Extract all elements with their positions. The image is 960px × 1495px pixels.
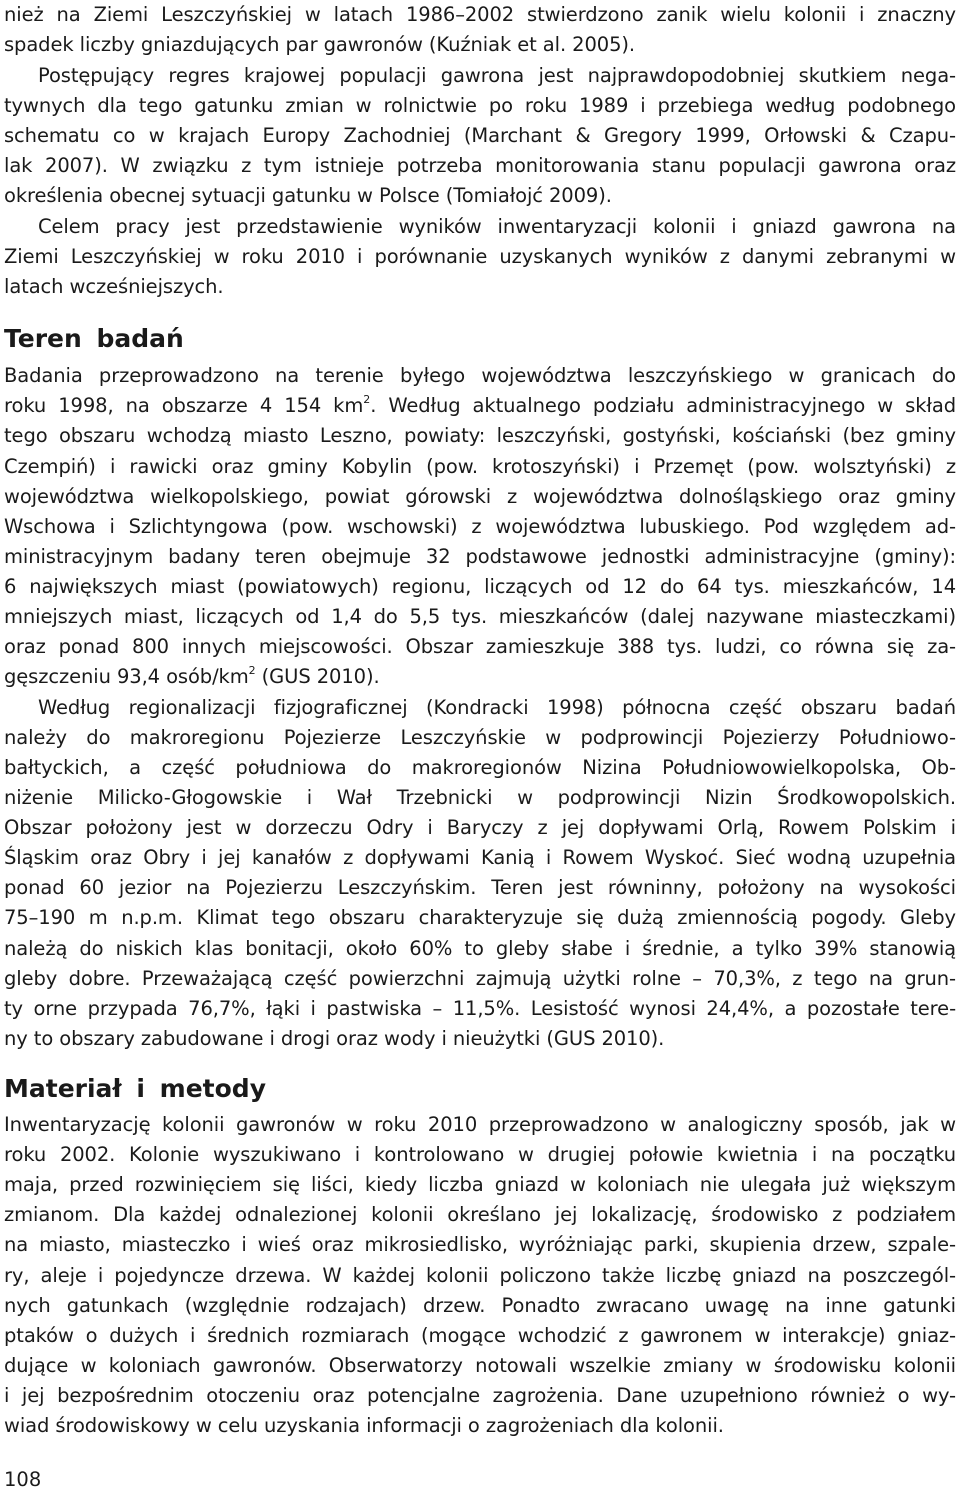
text-line: wiad środowiskowy w celu uzyskania informacji o zagrożeniach dla kolonii. [4, 1414, 724, 1437]
text-line: Celem pracy jest przedstawienie wyników inwentaryzacji kolonii i gniazd gawrona na [38, 215, 956, 238]
section-heading-study-area: Teren badań [4, 324, 184, 353]
text-segment: roku 1998, na obszarze 4 154 km [4, 394, 364, 417]
text-line: ptaków o dużych i średnich rozmiarach (mogące wchodzić z gawronem w interakcje) gniaz- [4, 1324, 956, 1347]
text-line: latach wcześniejszych. [4, 275, 224, 298]
text-segment: . Według aktualnego podziału administracyjnego w skład [370, 394, 956, 417]
text-line: spadek liczby gniazdujących par gawronów (Kuźniak et al. 2005). [4, 33, 635, 56]
text-line: lak 2007). W związku z tym istnieje potrzeba monitorowania stanu populacji gawrona oraz [4, 154, 956, 177]
superscript: 2 [248, 664, 256, 677]
text-line: Wschowa i Szlichtyngowa (pow. wschowski) z województwa lubuskiego. Pod względem ad- [4, 515, 956, 538]
text-segment: (GUS 2010). [255, 665, 380, 688]
text-line: ty orne przypada 76,7%, łąki i pastwiska – 11,5%. Lesistość wynosi 24,4%, a pozostałe tere- [4, 997, 956, 1020]
text-line: należy do makroregionu Pojezierze Leszczyńskie w podprowincji Pojezierzy Południowo- [4, 726, 956, 749]
text-line: zmianom. Dla każdej odnalezionej kolonii określano jej lokalizację, środowisko z podziałem [4, 1203, 956, 1226]
text-line: 75–190 m n.p.m. Klimat tego obszaru charakteryzuje się dużą zmiennością pogody. Gleby [4, 906, 956, 929]
text-line [4, 391, 956, 421]
text-line: ponad 60 jezior na Pojezierzu Leszczyńskim. Teren jest równinny, położony na wysokości [4, 876, 956, 899]
text-line: mniejszych miast, liczących od 1,4 do 5,5 tys. mieszkańców (dalej nazywane miasteczkami) [4, 605, 956, 628]
text-line: należą do niskich klas bonitacji, około 60% to gleby słabe i średnie, a tylko 39% stanowią [4, 937, 956, 960]
text-line: Postępujący regres krajowej populacji gawrona jest najprawdopodobniej skutkiem nega- [38, 64, 956, 87]
section-heading-methods: Materiał i metody [4, 1074, 266, 1103]
text-line: województwa wielkopolskiego, powiat górowski z województwa dolnośląskiego oraz gminy [4, 485, 956, 508]
text-line: 6 największych miast (powiatowych) regionu, liczących od 12 do 64 tys. mieszkańców, 14 [4, 575, 956, 598]
text-line: schematu co w krajach Europy Zachodniej (Marchant & Gregory 1999, Orłowski & Czapu- [4, 124, 956, 147]
text-line: i jej bezpośrednim otoczeniu oraz potencjalne zagrożenia. Dane uzupełniono również o wy- [4, 1384, 956, 1407]
superscript: 2 [363, 393, 371, 406]
text-line: Ziemi Leszczyńskiej w roku 2010 i porównanie uzyskanych wyników z danymi zebranymi w [4, 245, 956, 268]
text-line: Badania przeprowadzono na terenie byłego województwa leszczyńskiego w granicach do [4, 364, 956, 387]
text-line: tywnych dla tego gatunku zmian w rolnictwie po roku 1989 i przebiega według podobnego [4, 94, 956, 117]
text-line: dujące w koloniach gawronów. Obserwatorzy notowali wszelkie zmiany w środowisku kolonii [4, 1354, 956, 1377]
text-line: maja, przed rozwinięciem się liści, kiedy liczba gniazd w koloniach nie ulegała już większym [4, 1173, 956, 1196]
text-line: Śląskim oraz Obry i jej kanałów z dopływami Kanią i Rowem Wyskoć. Sieć wodną uzupełnia [4, 846, 956, 869]
text-line: Czempiń) i rawicki oraz gminy Kobylin (pow. krotoszyński) i Przemęt (pow. wolsztyński) z [4, 455, 956, 478]
text-line: na miasto, miasteczko i wieś oraz mikrosiedlisko, wyróżniając parki, skupienia drzew, szpale- [4, 1233, 956, 1256]
text-line: ry, aleje i pojedyncze drzewa. W każdej kolonii policzono także liczbę gniazd na poszczegól- [4, 1264, 956, 1287]
text-line [4, 662, 956, 692]
text-segment: gęszczeniu 93,4 osób/km [4, 665, 249, 688]
text-line: określenia obecnej sytuacji gatunku w Polsce (Tomiałojć 2009). [4, 184, 612, 207]
text-line: roku 2002. Kolonie wyszukiwano i kontrolowano w drugiej połowie kwietnia i na początku [4, 1143, 956, 1166]
text-line: bałtyckich, a część południowa do makroregionów Nizina Południowowielkopolska, Ob- [4, 756, 956, 779]
text-line: niżenie Milicko-Głogowskie i Wał Trzebnicki w podprowincji Nizin Środkowopolskich. [4, 786, 956, 809]
text-line: tego obszaru wchodzą miasto Leszno, powiaty: leszczyński, gostyński, kościański (bez gminy [4, 424, 956, 447]
text-line: oraz ponad 800 innych miejscowości. Obszar zamieszkuje 388 tys. ludzi, co równa się za- [4, 635, 956, 658]
text-line: Według regionalizacji fizjograficznej (Kondracki 1998) północna część obszaru badań [38, 696, 956, 719]
text-line: ministracyjnym badany teren obejmuje 32 podstawowe jednostki administracyjne (gminy): [4, 545, 956, 568]
text-line: Obszar położony jest w dorzeczu Odry i Baryczy z jej dopływami Orlą, Rowem Polskim i [4, 816, 956, 839]
text-line: Inwentaryzację kolonii gawronów w roku 2010 przeprowadzono w analogiczny sposób, jak w [4, 1113, 956, 1136]
text-line: ny to obszary zabudowane i drogi oraz wody i nieużytki (GUS 2010). [4, 1027, 665, 1050]
text-line: nych gatunkach (względnie rodzajach) drzew. Ponadto zwracano uwagę na inne gatunki [4, 1294, 956, 1317]
text-line: nież na Ziemi Leszczyńskiej w latach 1986–2002 stwierdzono zanik wielu kolonii i znaczny [4, 3, 956, 26]
text-line: gleby dobre. Przeważającą część powierzchni zajmują użytki rolne – 70,3%, z tego na grun- [4, 967, 956, 990]
page-number: 108 [4, 1468, 42, 1491]
